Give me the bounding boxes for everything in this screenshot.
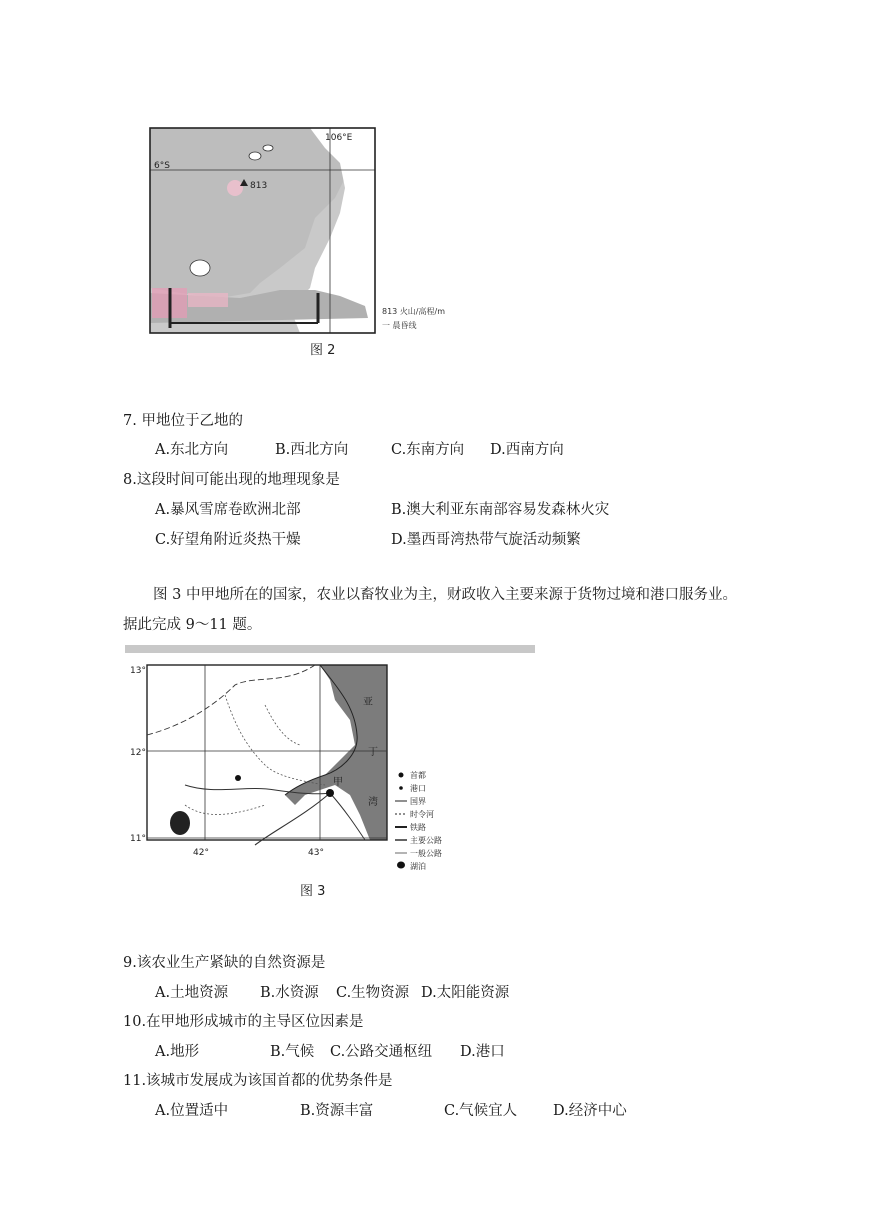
q11-option-b: B.资源丰富: [300, 1103, 374, 1119]
figure-2-caption: 图 2: [310, 343, 336, 358]
svg-text:湖泊: 湖泊: [410, 862, 426, 871]
q10-stem: 10.在甲地形成城市的主导区位因素是: [123, 1014, 364, 1030]
svg-text:港口: 港口: [410, 784, 426, 793]
lat-13: 13°: [130, 666, 146, 676]
q7-option-d: D.西南方向: [490, 442, 564, 458]
q9-option-c: C.生物资源: [336, 985, 410, 1001]
q9-option-d: D.太阳能资源: [421, 985, 510, 1001]
legend-line: 一 晨昏线: [382, 321, 417, 330]
q7-option-a: A.东北方向: [155, 442, 229, 458]
sea-label-1: 亚: [363, 697, 373, 708]
q8-option-c: C.好望角附近炎热干燥: [155, 532, 301, 548]
q9-stem: 9.该农业生产紧缺的自然资源是: [123, 955, 326, 971]
q10-option-c: C.公路交通枢纽: [330, 1044, 433, 1060]
lon-42: 42°: [193, 848, 209, 858]
q11-option-a: A.位置适中: [155, 1103, 229, 1119]
capital-icon: [326, 789, 334, 797]
q7-option-c: C.东南方向: [391, 442, 465, 458]
figure-2: [140, 118, 510, 368]
figure-3-map: [125, 645, 545, 910]
figure-3-legend: [395, 770, 442, 871]
q11-stem: 11.该城市发展成为该国首都的优势条件是: [123, 1073, 393, 1089]
q9-option-a: A.土地资源: [155, 985, 229, 1001]
sea-label-2: 丁: [368, 747, 378, 758]
figure-3-caption: 图 3: [300, 884, 326, 899]
q11-option-d: D.经济中心: [553, 1103, 627, 1119]
q8-option-b: B.澳大利亚东南部容易发森林火灾: [391, 502, 610, 518]
q8-stem: 8.这段时间可能出现的地理现象是: [123, 472, 340, 488]
svg-text:一般公路: 一般公路: [410, 849, 442, 858]
lake-icon: [170, 811, 190, 835]
svg-text:主要公路: 主要公路: [410, 836, 442, 845]
sea-label-3: 湾: [368, 797, 378, 808]
lat-12: 12°: [130, 748, 146, 758]
q7-option-b: B.西北方向: [275, 442, 349, 458]
peak-label: 813: [250, 181, 268, 191]
lon-43: 43°: [308, 848, 324, 858]
lat-11: 11°: [130, 834, 146, 844]
svg-text:首都: 首都: [410, 771, 426, 780]
q10-option-a: A.地形: [155, 1044, 200, 1060]
svg-text:国界: 国界: [410, 797, 426, 806]
legend-volcano: 813 火山/高程/m: [382, 307, 445, 316]
lat-label: 6°S: [154, 161, 170, 171]
lon-label: 106°E: [325, 133, 353, 143]
svg-text:铁路: 铁路: [410, 823, 426, 832]
q7-stem: 7. 甲地位于乙地的: [123, 413, 243, 429]
q9-option-b: B.水资源: [260, 985, 319, 1001]
place-label: 甲: [333, 777, 343, 788]
q8-option-a: A.暴风雪席卷欧洲北部: [155, 502, 301, 518]
q8-option-d: D.墨西哥湾热带气旋活动频繁: [391, 532, 581, 548]
q11-option-c: C.气候宜人: [444, 1103, 518, 1119]
figure-3: [125, 645, 545, 910]
q10-option-b: B.气候: [270, 1044, 315, 1060]
intro-paragraph: 图 3 中甲地所在的国家，农业以畜牧业为主，财政收入主要来源于货物过境和港口服务业。据此完成 9～11 题。: [123, 587, 737, 633]
figure-2-map: [140, 118, 510, 368]
q10-option-d: D.港口: [460, 1044, 505, 1060]
svg-text:时令河: 时令河: [410, 810, 434, 819]
